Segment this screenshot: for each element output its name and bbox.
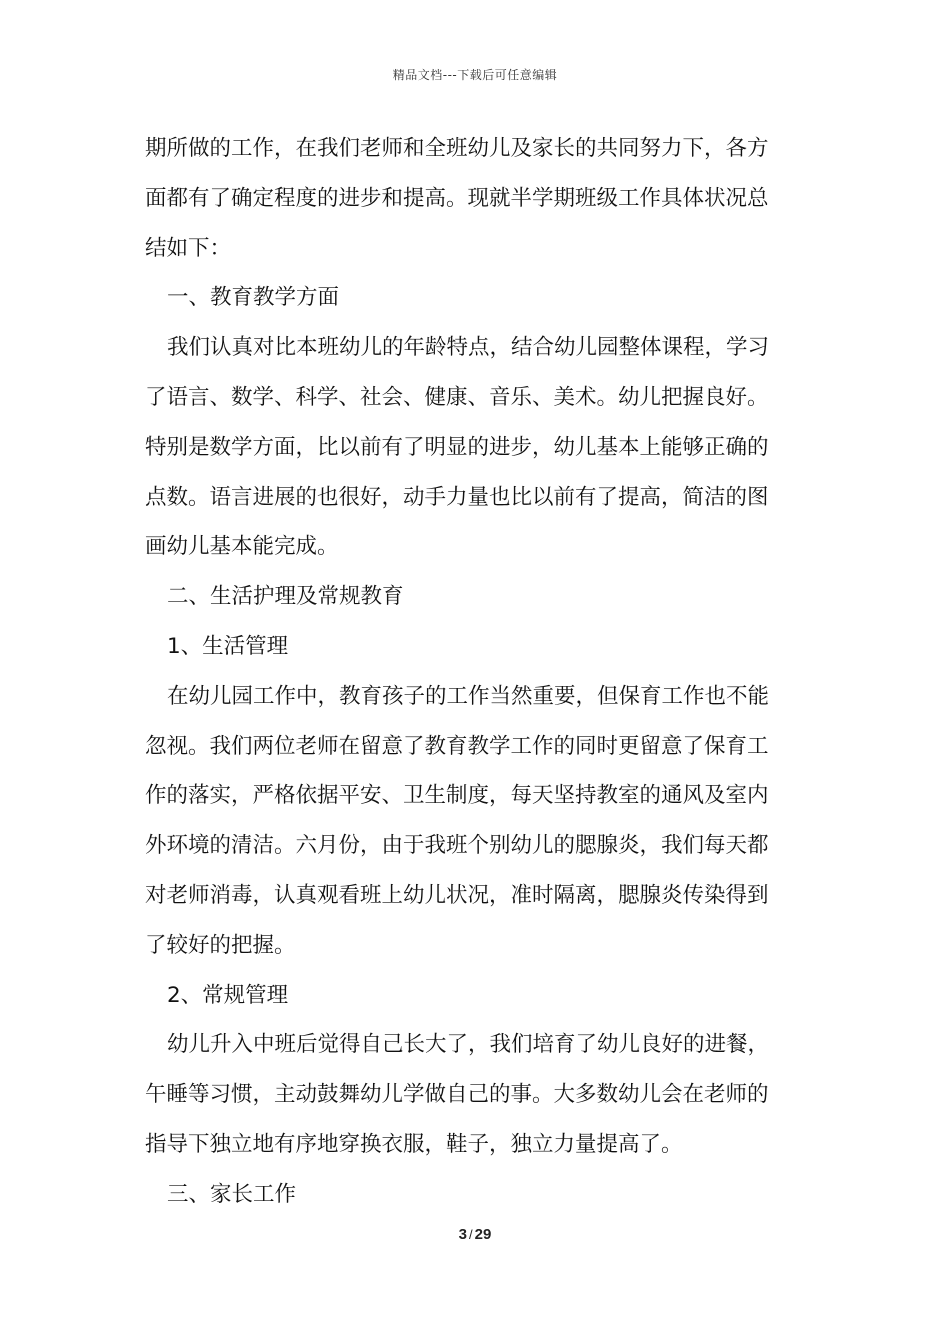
text-line: 作的落实，严格依据平安、卫生制度，每天坚持教室的通风及室内 bbox=[145, 783, 769, 809]
text-line: 了语言、数学、科学、社会、健康、音乐、美术。幼儿把握良好。 bbox=[145, 384, 769, 410]
text-line: 在幼儿园工作中，教育孩子的工作当然重要，但保育工作也不能 bbox=[167, 683, 770, 709]
text-line: 点数。语言进展的也很好，动手力量也比以前有了提高，简洁的图 bbox=[145, 484, 769, 510]
document-body bbox=[145, 124, 810, 1220]
text-line: 面都有了确定程度的进步和提高。现就半学期班级工作具体状况总 bbox=[145, 185, 769, 211]
page-header: 精品文档---下载后可任意编辑 bbox=[392, 68, 558, 82]
text-line: 三、家长工作 bbox=[167, 1181, 297, 1207]
page-separator: / bbox=[469, 1227, 473, 1242]
text-line: 午睡等习惯，主动鼓舞幼儿学做自己的事。大多数幼儿会在老师的 bbox=[145, 1082, 769, 1108]
text-line: 指导下独立地有序地穿换衣服，鞋子，独立力量提高了。 bbox=[145, 1131, 683, 1157]
text-line: 外环境的清洁。六月份，由于我班个别幼儿的腮腺炎，我们每天都 bbox=[145, 833, 769, 859]
text-line: 期所做的工作，在我们老师和全班幼儿及家长的共同努力下，各方 bbox=[145, 136, 769, 161]
total-pages-number: 29 bbox=[474, 1226, 492, 1243]
text-line: 一、教育教学方面 bbox=[167, 285, 340, 311]
page-number bbox=[0, 1226, 950, 1243]
current-page-number: 3 bbox=[458, 1226, 468, 1243]
text-line: 1、生活管理 bbox=[167, 633, 289, 659]
text-line: 了较好的把握。 bbox=[145, 932, 296, 958]
text-line: 特别是数学方面，比以前有了明显的进步，幼儿基本上能够正确的 bbox=[145, 434, 769, 460]
text-line: 2、常规管理 bbox=[167, 982, 289, 1008]
text-line: 二、生活护理及常规教育 bbox=[167, 584, 404, 610]
text-line: 结如下： bbox=[145, 235, 232, 261]
text-line: 对老师消毒，认真观看班上幼儿状况，准时隔离，腮腺炎传染得到 bbox=[145, 882, 769, 908]
text-line: 幼儿升入中班后觉得自己长大了，我们培育了幼儿良好的进餐， bbox=[167, 1032, 770, 1058]
text-line: 忽视。我们两位老师在留意了教育教学工作的同时更留意了保育工 bbox=[145, 733, 769, 759]
text-line: 我们认真对比本班幼儿的年龄特点，结合幼儿园整体课程，学习 bbox=[167, 335, 770, 361]
text-line: 画幼儿基本能完成。 bbox=[145, 534, 339, 560]
